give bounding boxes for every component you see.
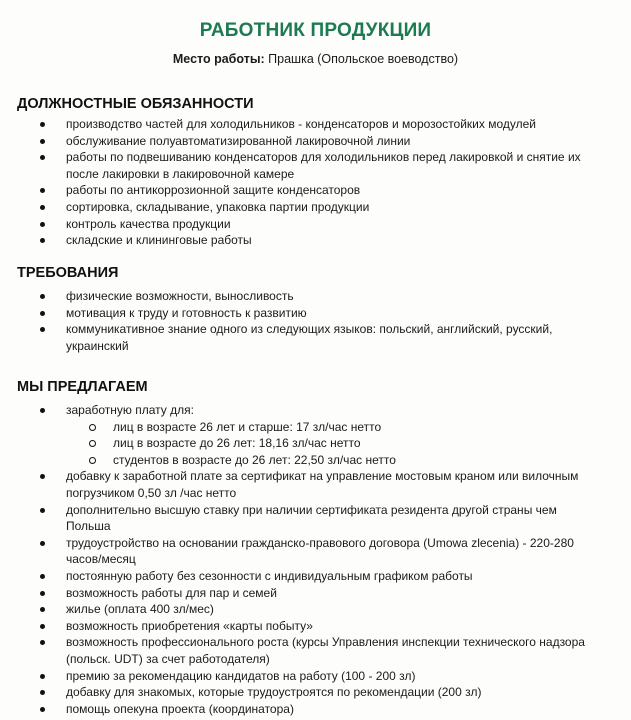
hollow-bullet-icon	[89, 424, 96, 431]
list-item: жилье (оплата 400 зл/мес)	[0, 601, 631, 618]
list-item: коммуникативное знание одного из следующих языков: польский, английский, русский, украинский	[0, 321, 631, 354]
list-item: физические возможности, выносливость	[0, 288, 631, 305]
bullet-icon	[40, 674, 45, 679]
duties-heading: ДОЛЖНОСТНЫЕ ОБЯЗАННОСТИ	[17, 96, 254, 112]
requirements-heading: ТРЕБОВАНИЯ	[17, 265, 119, 281]
bullet-icon	[40, 155, 45, 160]
workplace-value: Прашка (Опольское воеводство)	[268, 52, 459, 66]
list-item: работы по антикоррозионной защите конденсаторов	[0, 182, 631, 199]
list-item	[0, 402, 631, 468]
list-item: помощь опекуна проекта (координатора)	[0, 701, 631, 718]
salary-sublist	[66, 419, 591, 469]
bullet-icon	[40, 238, 45, 243]
list-item: трудоустройство на основании гражданско-правового договора (Umowa zlecenia) - 220-280 часов/месяц	[0, 535, 631, 568]
bullet-icon	[40, 707, 45, 712]
bullet-icon	[40, 222, 45, 227]
requirements-list	[0, 288, 631, 354]
bullet-icon	[40, 327, 45, 332]
sub-list-item: лиц в возрасте 26 лет и старше: 17 зл/час нетто	[66, 419, 591, 436]
list-item: возможность приобретения «карты побыту»	[0, 618, 631, 635]
bullet-icon	[40, 690, 45, 695]
offer-heading: МЫ ПРЕДЛАГАЕМ	[17, 379, 148, 395]
duties-list	[0, 116, 631, 249]
bullet-icon	[40, 640, 45, 645]
list-item: производство частей для холодильников - конденсаторов и морозостойких модулей	[0, 116, 631, 133]
bullet-icon	[40, 607, 45, 612]
bullet-icon	[40, 139, 45, 144]
bullet-icon	[40, 508, 45, 513]
list-item: возможность работы для пар и семей	[0, 585, 631, 602]
sub-list-item: студентов в возрасте до 26 лет: 22,50 зл/час нетто	[66, 452, 591, 469]
workplace-label: Место работы:	[172, 52, 265, 66]
bullet-icon	[40, 188, 45, 193]
bullet-icon	[40, 122, 45, 127]
list-item: контроль качества продукции	[0, 216, 631, 233]
bullet-icon	[40, 624, 45, 629]
list-item: складские и клининговые работы	[0, 232, 631, 249]
list-item: постоянную работу без сезонности с индивидуальным графиком работы	[0, 568, 631, 585]
hollow-bullet-icon	[89, 440, 96, 447]
bullet-icon	[40, 574, 45, 579]
list-item: обслуживание полуавтоматизированной лакировочной линии	[0, 133, 631, 150]
bullet-icon	[40, 541, 45, 546]
list-item: премию за рекомендацию кандидатов на работу (100 - 200 зл)	[0, 668, 631, 685]
list-item: добавку к заработной плате за сертификат на управление мостовым краном или вилочным погрузчиком 0,50 зл /час нетто	[0, 468, 631, 501]
bullet-icon	[40, 474, 45, 479]
page-title: РАБОТНИК ПРОДУКЦИИ	[199, 20, 432, 41]
list-item: работы по подвешиванию конденсаторов для холодильников перед лакировкой и снятие их после лакировки в лакировочной камере	[0, 149, 631, 182]
list-item: дополнительно высшую ставку при наличии сертификата резидента другой страны чем Польша	[0, 502, 631, 535]
list-item: возможность профессионального роста (курсы Управления инспекции технического надзора (польск. UDT) за счет работодателя)	[0, 634, 631, 667]
bullet-icon	[40, 205, 45, 210]
bullet-icon	[40, 591, 45, 596]
hollow-bullet-icon	[89, 457, 96, 464]
list-item: добавку для знакомых, которые трудоустроятся по рекомендации (200 зл)	[0, 684, 631, 701]
offer-list	[0, 402, 631, 717]
bullet-icon	[40, 408, 45, 413]
sub-list-item: лиц в возрасте до 26 лет: 18,16 зл/час нетто	[66, 435, 591, 452]
workplace-line	[0, 52, 631, 66]
list-item: мотивация к труду и готовность к развитию	[0, 305, 631, 322]
bullet-icon	[40, 294, 45, 299]
bullet-icon	[40, 311, 45, 316]
list-item: сортировка, складывание, упаковка партии продукции	[0, 199, 631, 216]
salary-intro: заработную плату для:	[66, 403, 194, 417]
